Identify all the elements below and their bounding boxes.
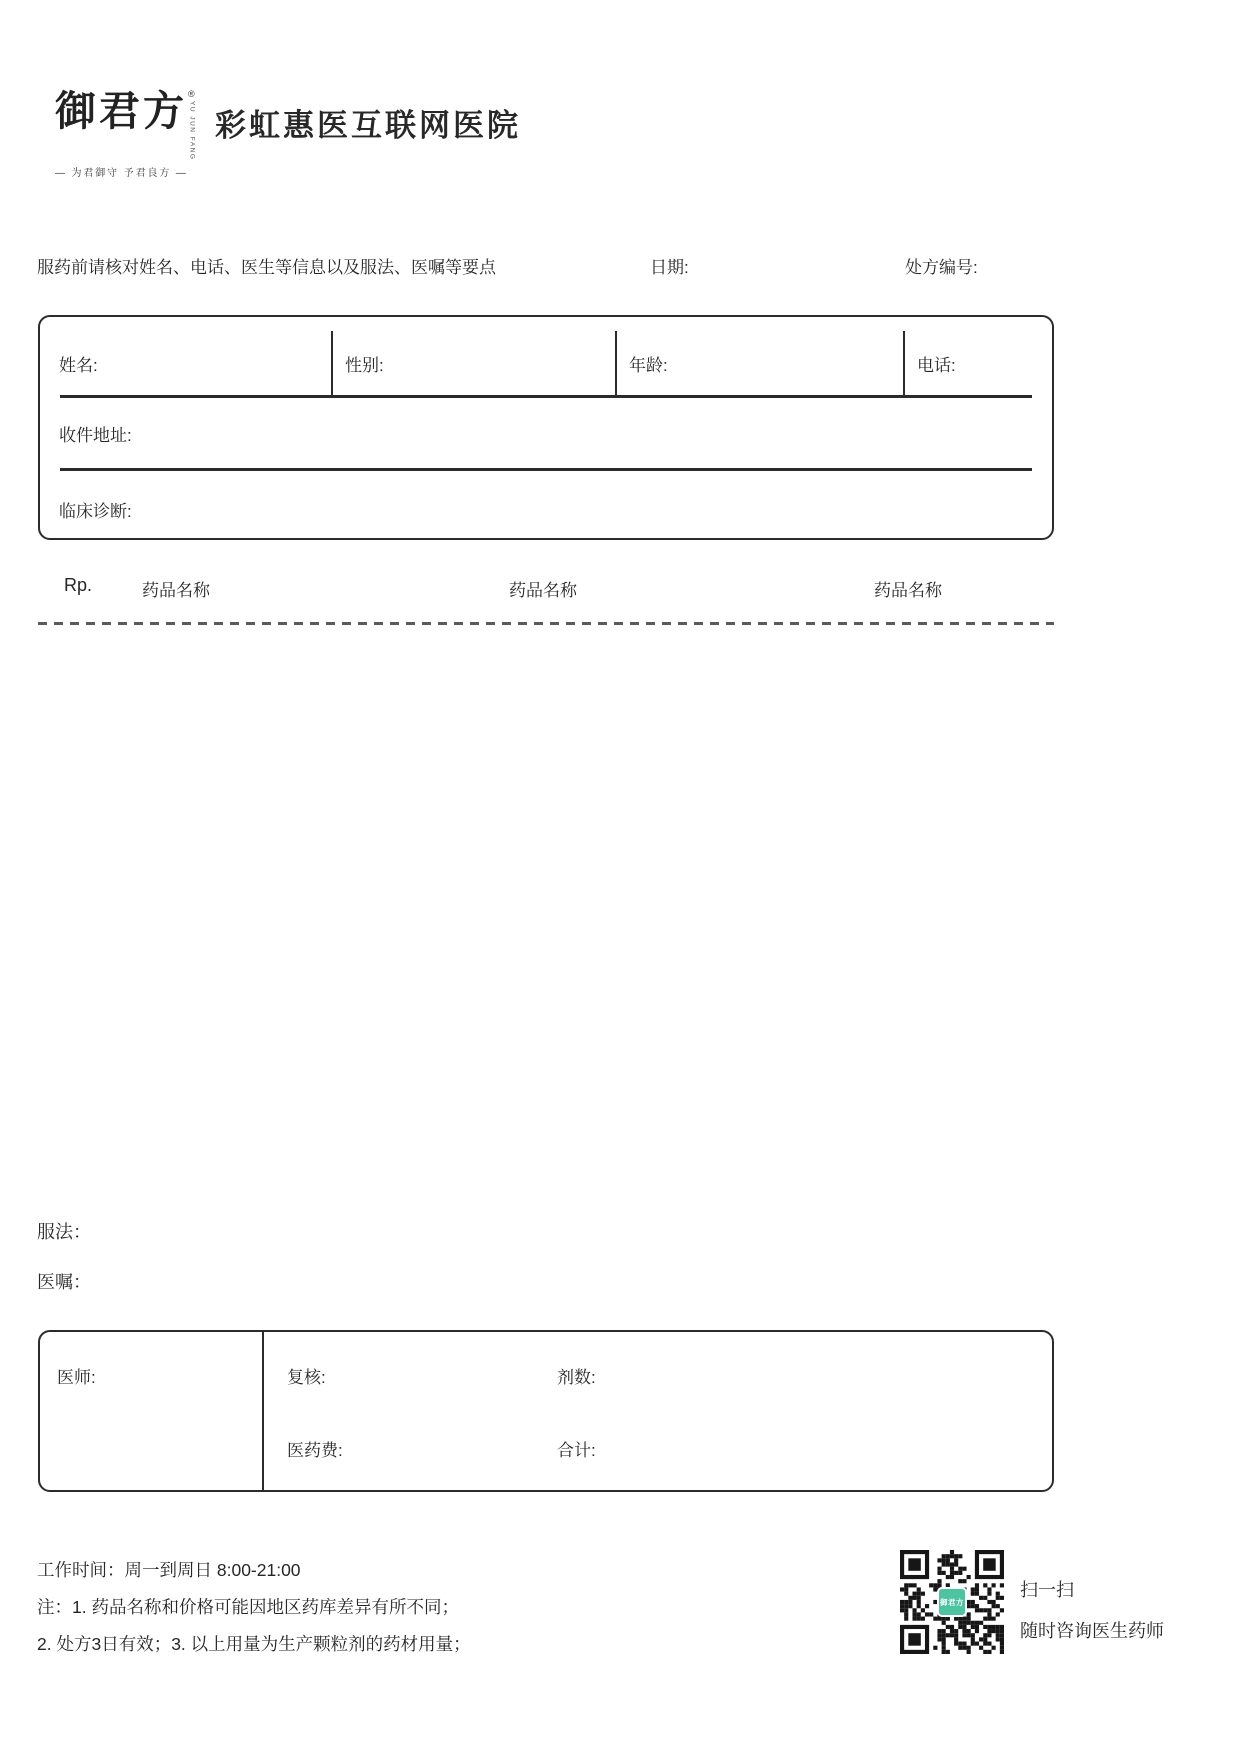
scan-subtitle: 随时咨询医生药师 <box>1020 1621 1164 1641</box>
note-line-2: 2. 处方3日有效；3. 以上用量为生产颗粒剂的药材用量； <box>37 1634 471 1654</box>
scan-title: 扫一扫 <box>1020 1580 1074 1600</box>
address-label: 收件地址: <box>59 426 132 445</box>
dose-count-label: 剂数: <box>557 1368 596 1387</box>
dashed-separator <box>38 622 1054 625</box>
notice-row <box>0 253 1240 279</box>
rx-header <box>0 575 1240 599</box>
logo-tagline: — 为君御守 予君良方 — <box>55 167 188 180</box>
name-label: 姓名: <box>59 356 98 375</box>
qr-center-logo: 御君方 <box>937 1587 967 1617</box>
divider <box>615 331 617 395</box>
logo-text: 御君方 <box>55 87 187 135</box>
hospital-title: 彩虹惠医互联网医院 <box>215 108 521 143</box>
brand-logo <box>55 87 196 180</box>
gender-label: 性别: <box>345 356 384 375</box>
patient-info-box <box>38 315 1054 540</box>
registered-trademark-icon: ® <box>188 89 195 99</box>
divider <box>331 331 333 395</box>
review-label: 复核: <box>287 1368 326 1387</box>
advice-label: 医嘱： <box>37 1272 91 1292</box>
diagnosis-label: 临床诊断: <box>59 502 132 521</box>
note-line-1: 注：1. 药品名称和价格可能因地区药库差异有所不同； <box>37 1597 459 1617</box>
verification-notice: 服药前请核对姓名、电话、医生等信息以及服法、医嘱等要点 <box>37 258 496 277</box>
phone-label: 电话: <box>917 356 956 375</box>
rp-label: Rp. <box>64 575 93 595</box>
rx-number-label: 处方编号: <box>905 258 978 277</box>
physician-label: 医师: <box>57 1368 96 1387</box>
divider <box>60 468 1032 471</box>
age-label: 年龄: <box>629 356 668 375</box>
signoff-box <box>38 1330 1054 1492</box>
medicine-name-column: 药品名称 <box>874 581 942 600</box>
total-label: 合计: <box>557 1441 596 1460</box>
qr-code <box>900 1550 1004 1654</box>
divider <box>262 1332 264 1490</box>
date-label: 日期: <box>650 258 689 277</box>
logo-vertical-text: YU JUN FANG <box>188 101 196 161</box>
medicine-name-column: 药品名称 <box>142 581 210 600</box>
divider <box>60 395 1032 398</box>
footer-notes <box>37 1552 471 1663</box>
usage-label: 服法： <box>37 1222 91 1242</box>
work-hours: 工作时间：周一到周日 8:00-21:00 <box>37 1560 301 1580</box>
divider <box>903 331 905 395</box>
medicine-name-column: 药品名称 <box>509 581 577 600</box>
medicine-fee-label: 医药费: <box>287 1441 343 1460</box>
